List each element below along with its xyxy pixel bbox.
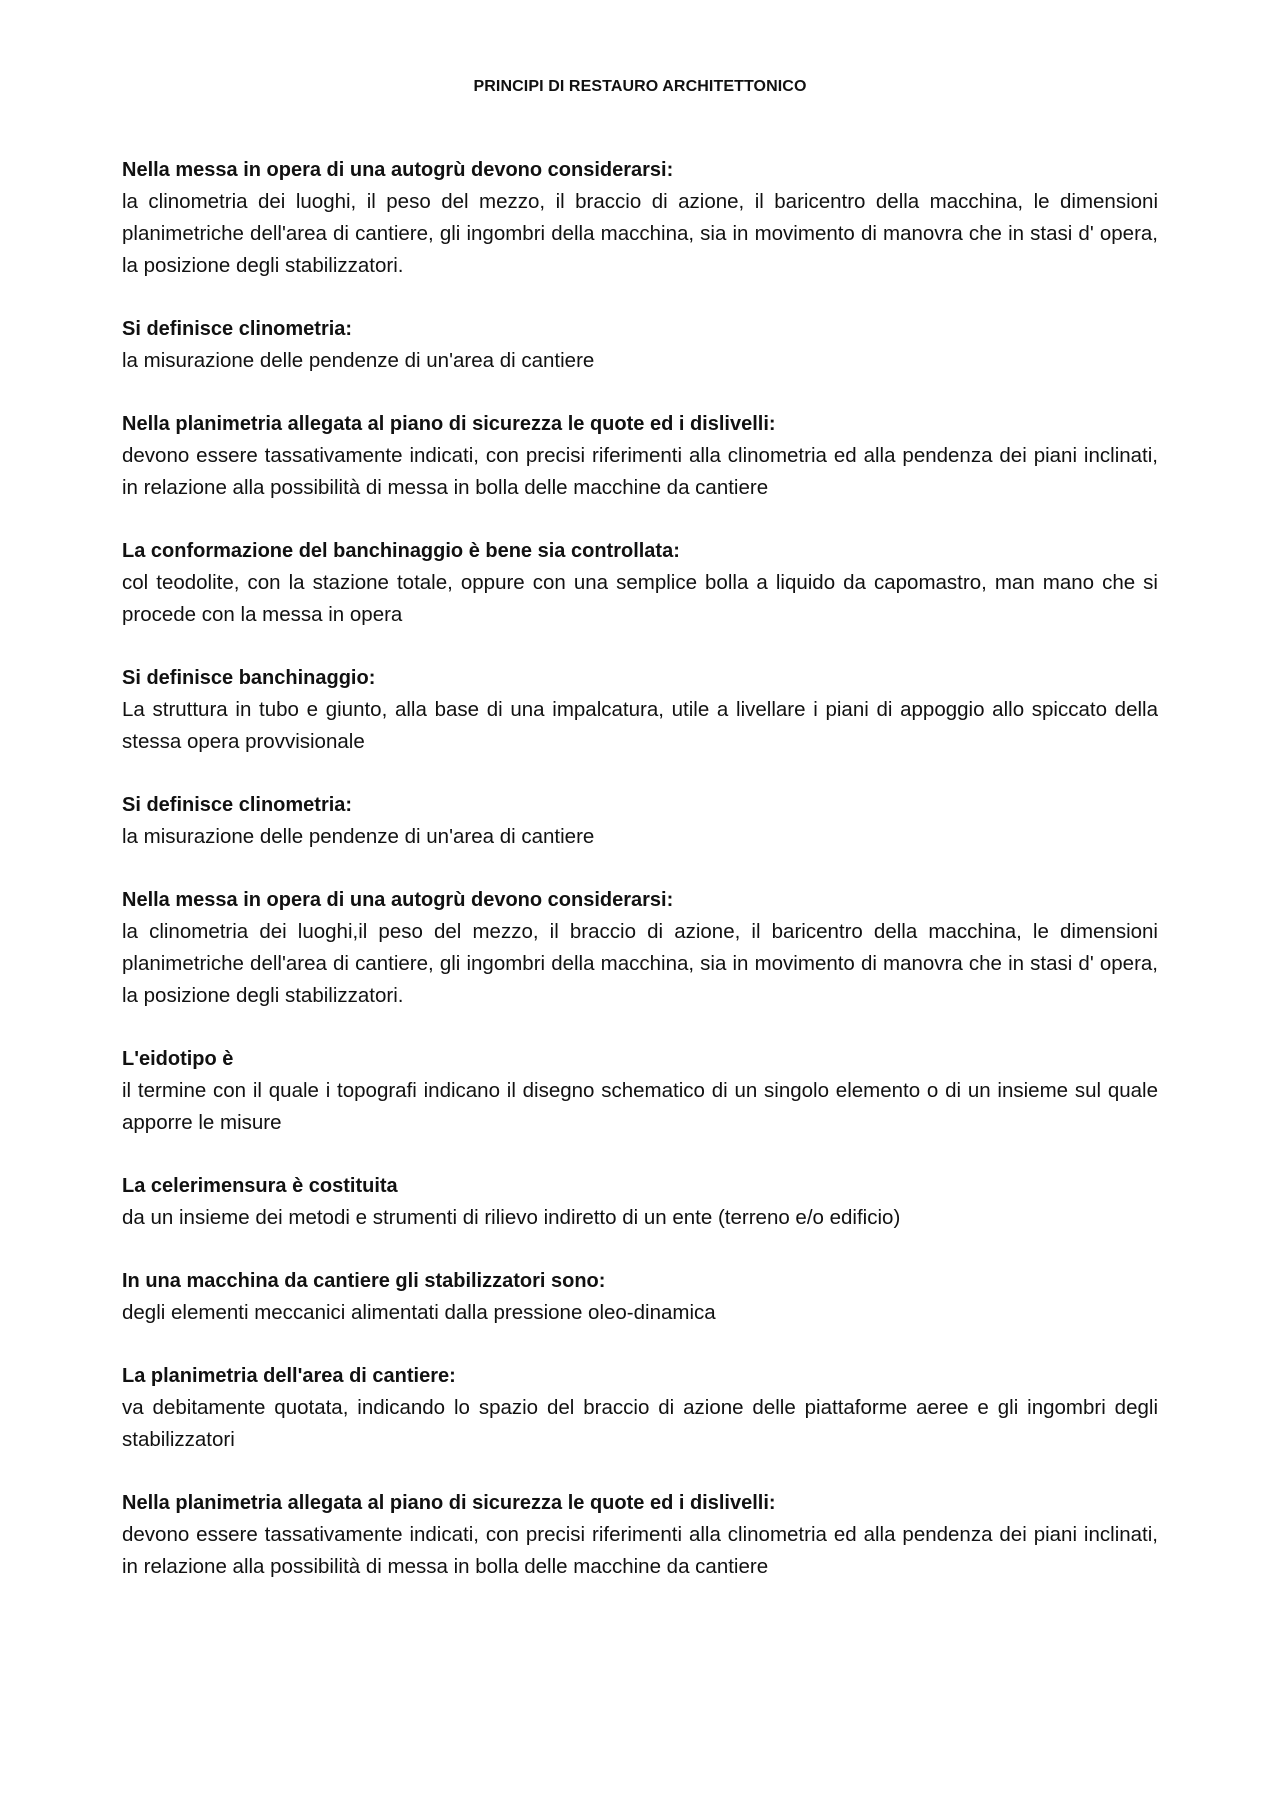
question-text: Nella planimetria allegata al piano di sicurezza le quote ed i dislivelli:	[122, 1492, 776, 1514]
question-text: L'eidotipo è	[122, 1048, 234, 1070]
question-text: La planimetria dell'area di cantiere:	[122, 1365, 456, 1387]
qa-item	[122, 662, 1158, 758]
qa-item	[122, 1265, 1158, 1329]
question-text: Si definisce clinometria:	[122, 794, 353, 816]
qa-item	[122, 408, 1158, 504]
qa-item	[122, 154, 1158, 282]
answer-text: la misurazione delle pendenze di un'area di cantiere	[122, 349, 595, 372]
answer-text: il termine con il quale i topografi indicano il disegno schematico di un singolo elemento o di un insieme sul quale apporre le misure	[122, 1079, 1158, 1134]
qa-item	[122, 313, 1158, 377]
question-text: Si definisce banchinaggio:	[122, 667, 376, 689]
document-title: PRINCIPI DI RESTAURO ARCHITETTONICO	[473, 78, 807, 95]
qa-item	[122, 535, 1158, 631]
question-text: Nella planimetria allegata al piano di sicurezza le quote ed i dislivelli:	[122, 413, 776, 435]
answer-text: va debitamente quotata, indicando lo spazio del braccio di azione delle piattaforme aeree e gli ingombri degli stabilizzatori	[122, 1396, 1158, 1451]
answer-text: devono essere tassativamente indicati, con precisi riferimenti alla clinometria ed alla pendenza dei piani inclinati, in relazione alla possibilità di messa in bolla delle macchine da cantiere	[122, 1523, 1158, 1578]
answer-text: la misurazione delle pendenze di un'area di cantiere	[122, 825, 595, 848]
answer-text: degli elementi meccanici alimentati dalla pressione oleo-dinamica	[122, 1301, 716, 1324]
qa-item	[122, 884, 1158, 1012]
qa-item	[122, 1487, 1158, 1583]
question-text: La conformazione del banchinaggio è bene sia controllata:	[122, 540, 680, 562]
question-text: La celerimensura è costituita	[122, 1175, 398, 1197]
answer-text: la clinometria dei luoghi, il peso del mezzo, il braccio di azione, il baricentro della macchina, le dimensioni planimetriche dell'area di cantiere, gli ingombri della macchina, sia in movimento di manovra che in stasi d' opera, la posizione degli stabilizzatori.	[122, 190, 1158, 277]
qa-list	[122, 154, 1158, 1614]
qa-item	[122, 1043, 1158, 1139]
answer-text: la clinometria dei luoghi,il peso del mezzo, il braccio di azione, il baricentro della macchina, le dimensioni planimetriche dell'area di cantiere, gli ingombri della macchina, sia in movimento di manovra che in stasi d' opera, la posizione degli stabilizzatori.	[122, 920, 1158, 1007]
question-text: Si definisce clinometria:	[122, 318, 353, 340]
qa-item	[122, 1170, 1158, 1234]
qa-item	[122, 1360, 1158, 1456]
question-text: Nella messa in opera di una autogrù devono considerarsi:	[122, 889, 674, 911]
answer-text: col teodolite, con la stazione totale, oppure con una semplice bolla a liquido da capomastro, man mano che si procede con la messa in opera	[122, 571, 1158, 626]
question-text: In una macchina da cantiere gli stabilizzatori sono:	[122, 1270, 606, 1292]
question-text: Nella messa in opera di una autogrù devono considerarsi:	[122, 159, 674, 181]
answer-text: da un insieme dei metodi e strumenti di rilievo indiretto di un ente (terreno e/o edificio)	[122, 1206, 901, 1229]
answer-text: devono essere tassativamente indicati, con precisi riferimenti alla clinometria ed alla pendenza dei piani inclinati, in relazione alla possibilità di messa in bolla delle macchine da cantiere	[122, 444, 1158, 499]
answer-text: La struttura in tubo e giunto, alla base di una impalcatura, utile a livellare i piani di appoggio allo spiccato della stessa opera provvisionale	[122, 698, 1158, 753]
qa-item	[122, 789, 1158, 853]
